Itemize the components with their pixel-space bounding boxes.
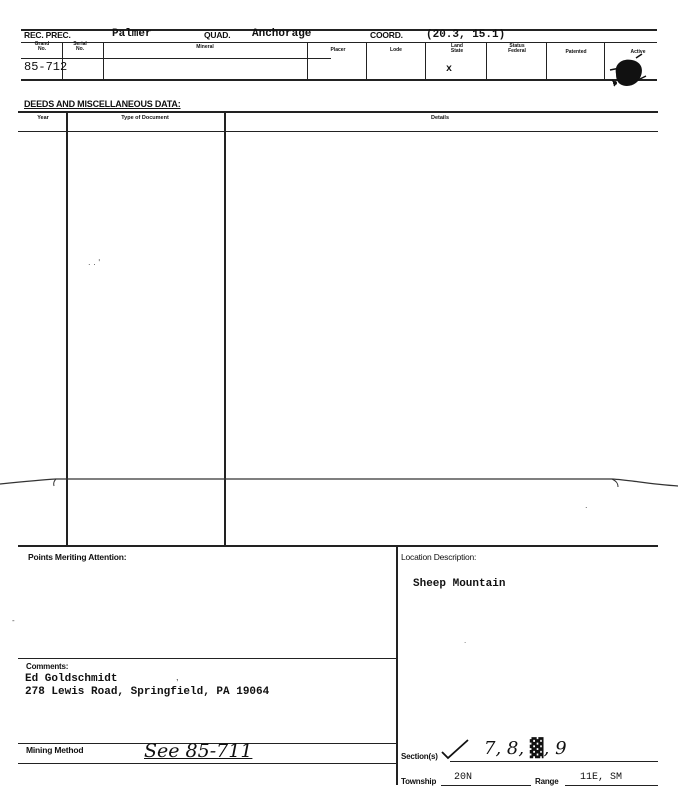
township-label: Township	[401, 777, 437, 786]
mining-bottom-rule	[18, 763, 396, 764]
col-status-federal: Status Federal	[508, 43, 526, 54]
lower-top-rule	[18, 545, 658, 547]
stray-marks: . . '	[88, 258, 101, 267]
header-divider-rule	[21, 42, 657, 43]
col-mineral: Mineral	[196, 44, 214, 50]
points-label: Points Meriting Attention:	[28, 552, 127, 562]
header-subhead-rule	[21, 58, 331, 59]
comments-line-1: Ed Goldschmidt	[25, 673, 118, 685]
location-stray-dot: .	[464, 636, 467, 645]
quad-value: Anchorage	[252, 28, 312, 40]
stray-dot: .	[585, 500, 588, 510]
col-details: Details	[430, 115, 450, 121]
coord-value: (20.3, 15.1)	[426, 29, 506, 41]
col-type-of-document: Type of Document	[121, 115, 169, 121]
header-vline-6	[486, 42, 487, 79]
lower-center-vline	[396, 545, 398, 785]
deeds-header-rule	[18, 131, 658, 132]
header-vline-2	[103, 42, 104, 79]
mining-method-label: Mining Method	[26, 745, 84, 755]
deeds-title: DEEDS AND MISCELLANEOUS DATA:	[24, 99, 181, 109]
col-active: Active	[630, 49, 646, 55]
section-value: 7, 8, ▓, 9	[484, 738, 567, 759]
points-stray-mark: -	[12, 616, 15, 625]
header-vline-7	[546, 42, 547, 79]
fold-line	[0, 470, 678, 494]
comments-line-2: 278 Lewis Road, Springfield, PA 19064	[25, 686, 270, 698]
section-underline	[450, 761, 658, 762]
col-placer: Placer	[330, 47, 346, 53]
section-label: Section(s)	[401, 752, 438, 761]
col-land-state: Land State	[450, 43, 464, 54]
header-vline-5	[425, 42, 426, 79]
range-label: Range	[535, 777, 559, 786]
land-state-mark: x	[446, 64, 453, 75]
header-vline-8	[604, 42, 605, 79]
col-patented: Patented	[565, 49, 587, 55]
deeds-top-rule	[18, 111, 658, 113]
card-number: 85-712	[24, 60, 68, 74]
coord-label: COORD.	[370, 30, 403, 40]
mining-method-value: See 85-711	[144, 740, 253, 762]
township-value: 20N	[454, 772, 473, 783]
header-vline-3	[307, 42, 308, 79]
rec-prec-label: REC. PREC.	[24, 30, 71, 40]
col-grand-no: Grand No.	[34, 41, 50, 52]
comments-top-rule	[18, 658, 396, 659]
comments-label: Comments:	[26, 662, 69, 671]
location-value: Sheep Mountain	[413, 578, 506, 590]
quad-label: QUAD.	[204, 30, 231, 40]
ink-blot-icon	[608, 52, 648, 92]
range-value: 11E, SM	[580, 772, 623, 783]
location-label: Location Description:	[401, 552, 477, 562]
range-underline	[565, 785, 658, 786]
comments-stray-comma: ,	[176, 672, 179, 682]
rec-prec-value: Palmer	[112, 28, 152, 40]
header-bottom-rule	[21, 79, 657, 81]
col-serial-no: Serial No.	[73, 41, 87, 52]
township-underline	[441, 785, 531, 786]
checkmark-icon	[440, 738, 470, 762]
col-lode: Lode	[390, 47, 402, 53]
header-vline-4	[366, 42, 367, 79]
col-year: Year	[37, 115, 49, 121]
